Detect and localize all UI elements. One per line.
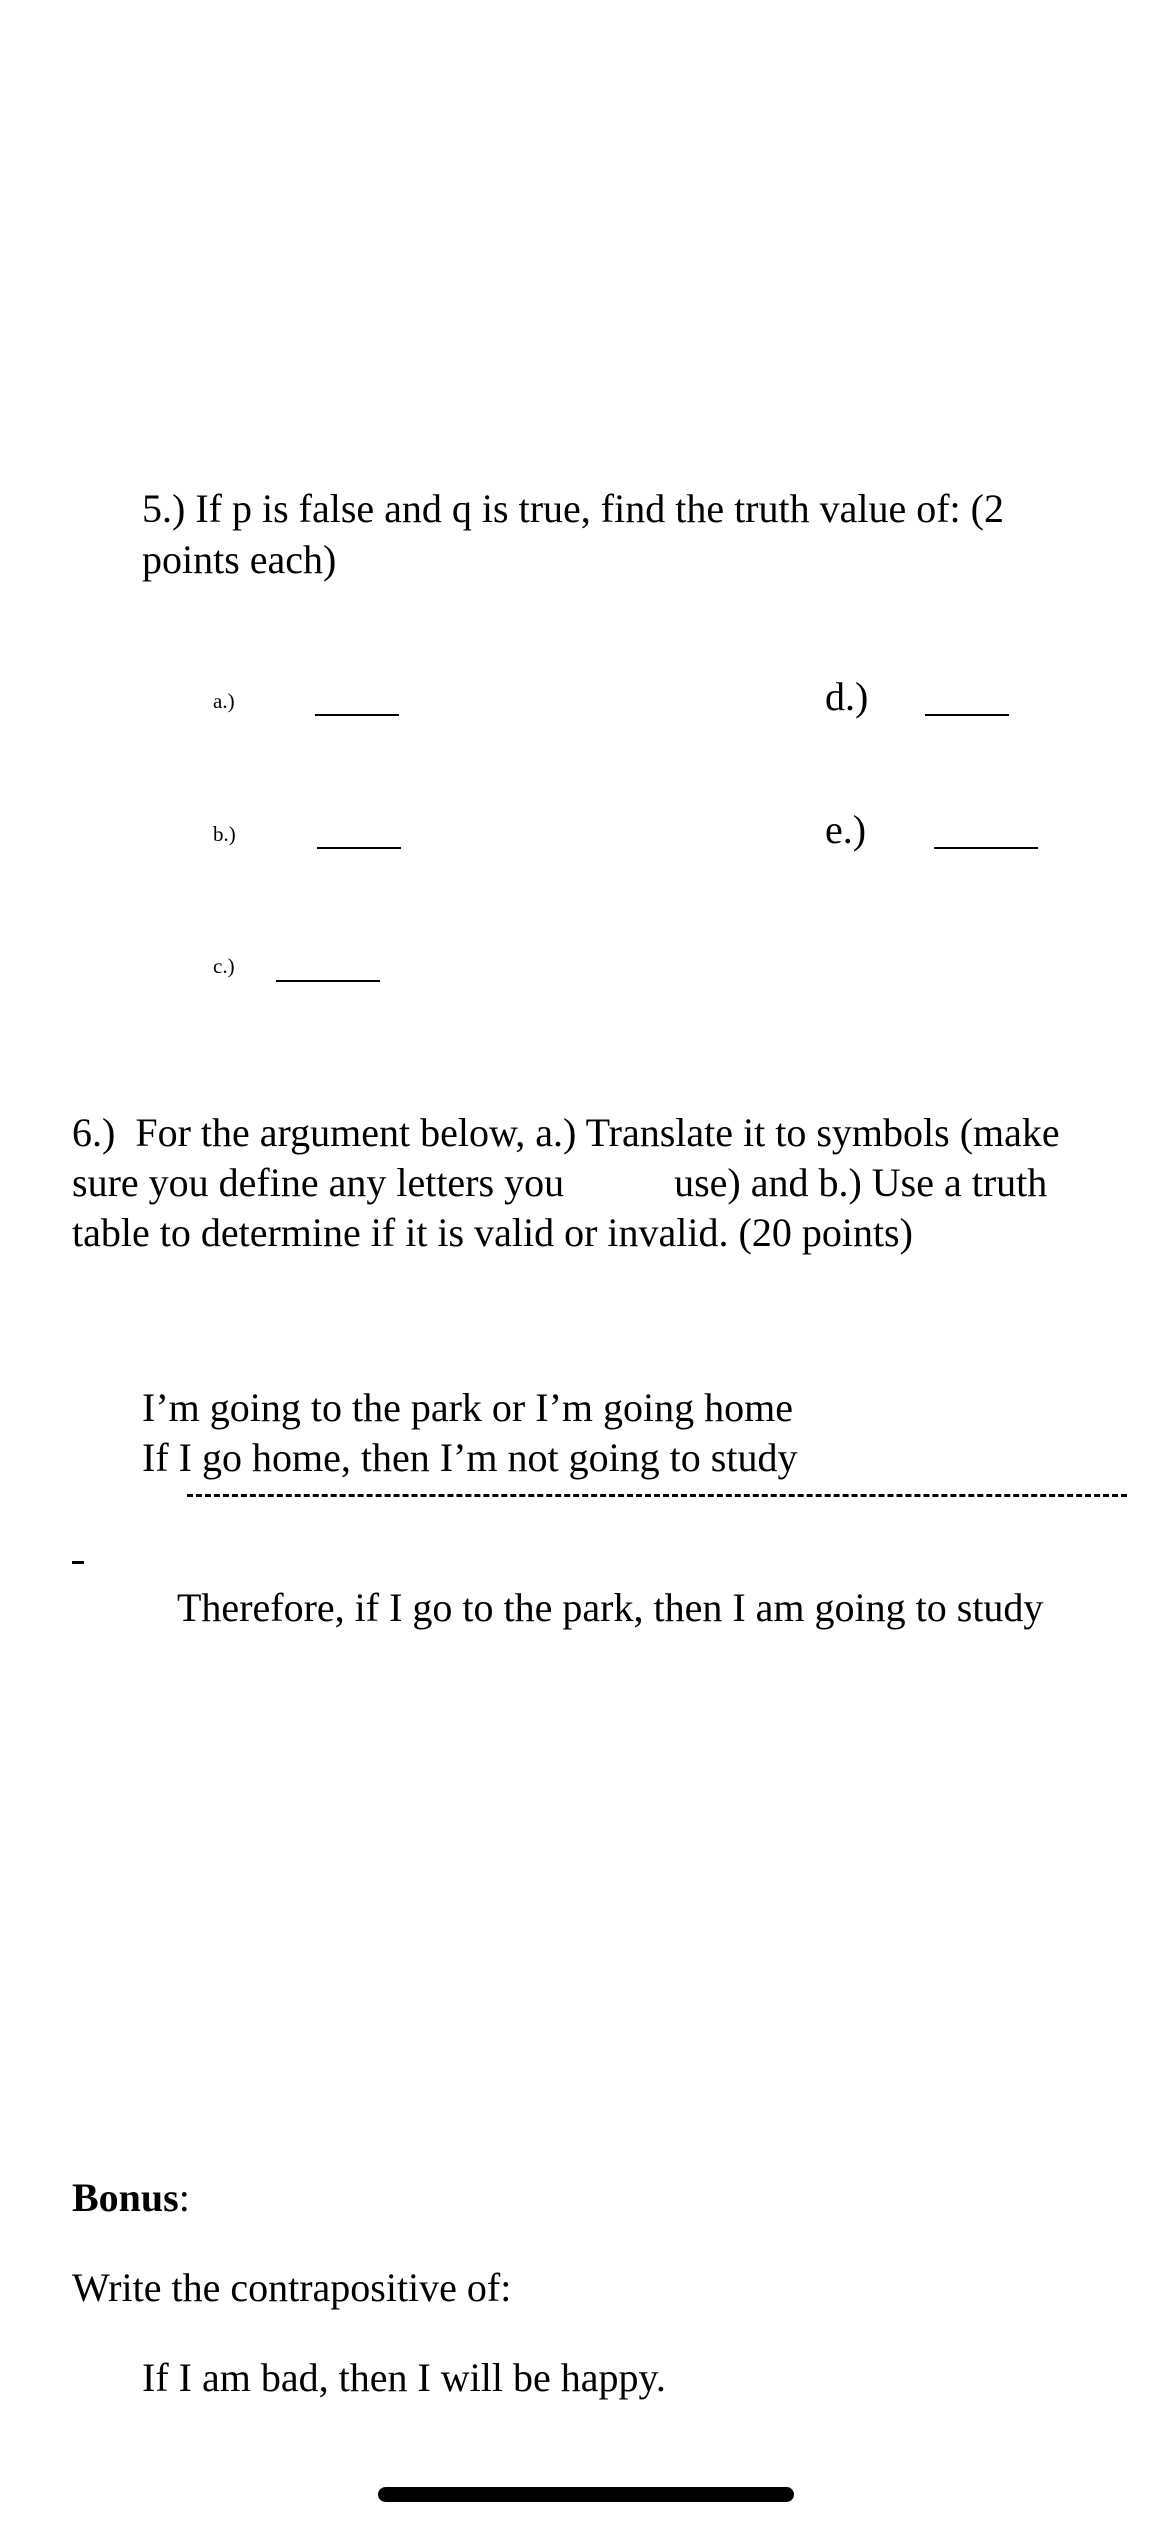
item-e-label: e.): [825, 807, 867, 852]
item-a-label: a.): [213, 689, 235, 713]
item-b-answer-blank[interactable]: [317, 847, 401, 849]
item-d-answer-blank[interactable]: [925, 714, 1009, 716]
item-a-answer-blank[interactable]: [315, 714, 399, 716]
question-6-prompt: [72, 1108, 1122, 1258]
premise-2: If I go home, then I’m not going to study: [142, 1435, 798, 1480]
question-5-prompt: 5.) If p is false and q is true, find the truth value of: (2 points each): [142, 486, 1004, 582]
argument-divider-line: [187, 1494, 1127, 1497]
premise-1: I’m going to the park or I’m going home: [142, 1385, 793, 1430]
bonus-title: Bonus: [72, 2175, 179, 2220]
question-6-line-1: 6.) For the argument below, a.) Translate it to symbols (make: [72, 1110, 1060, 1155]
item-c-answer-blank[interactable]: [276, 980, 380, 982]
item-c-label: c.): [213, 954, 235, 978]
question-6-line-2: sure you define any letters you use) and b.) Use a truth: [72, 1160, 1048, 1205]
conclusion: Therefore, if I go to the park, then I am going to study: [177, 1585, 1044, 1630]
bonus-heading: [72, 2173, 190, 2223]
bonus-colon: :: [178, 2175, 190, 2220]
item-e-answer-blank[interactable]: [934, 847, 1038, 849]
item-d-label: d.): [825, 674, 869, 719]
bonus-statement: If I am bad, then I will be happy.: [142, 2355, 666, 2400]
item-b-label: b.): [213, 822, 236, 846]
question-6-line-3: table to determine if it is valid or invalid. (20 points): [72, 1210, 913, 1255]
stray-dash-mark: [72, 1561, 84, 1564]
bonus-instruction: Write the contrapositive of:: [72, 2265, 512, 2310]
home-indicator[interactable]: [378, 2487, 794, 2502]
